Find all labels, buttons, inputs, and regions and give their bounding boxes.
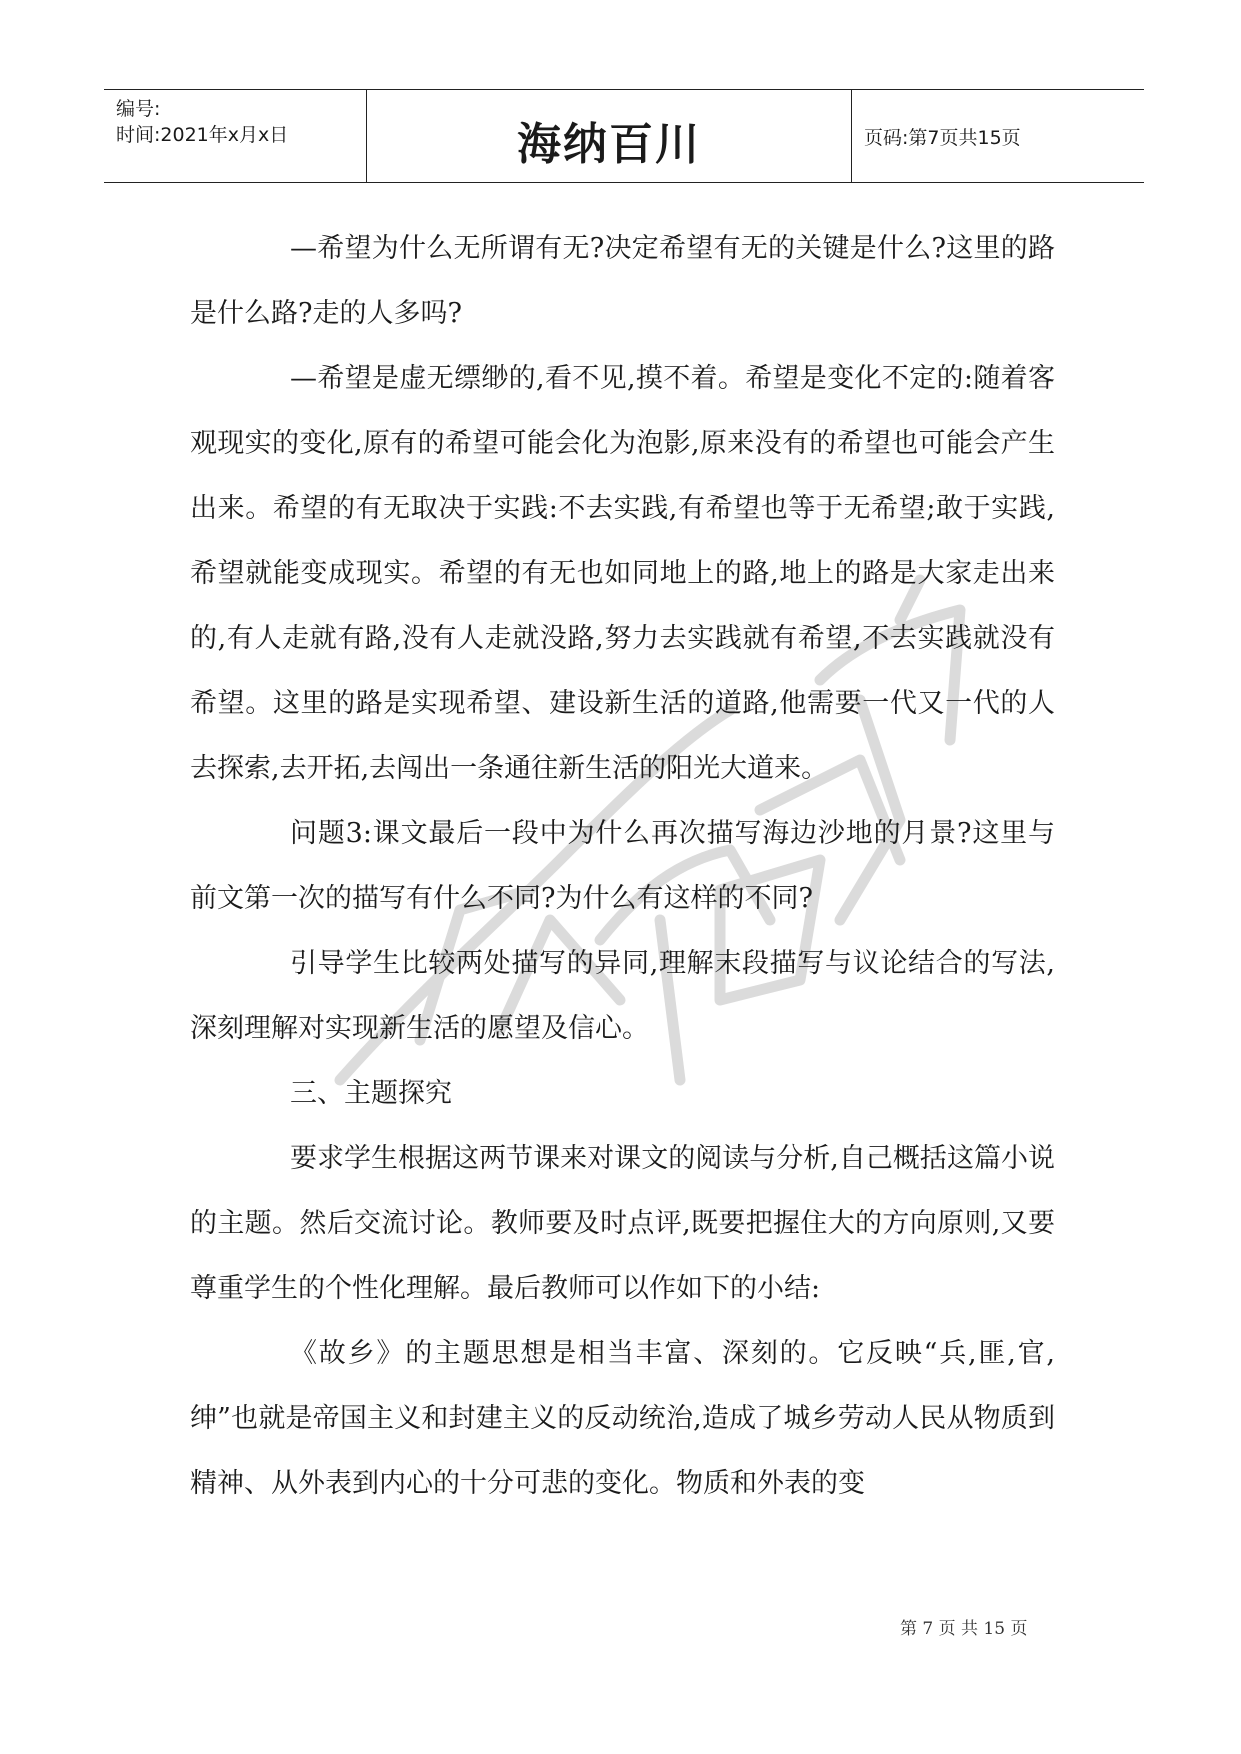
header-left-cell bbox=[104, 90, 366, 182]
header-middle-cell bbox=[366, 90, 852, 182]
paragraph-2: —希望是虚无缥缈的,看不见,摸不着。希望是变化不定的:随着客观现实的变化,原有的希望可能会化为泡影,原来没有的希望也可能会产生出来。希望的有无取决于实践:不去实践,有希望也等于无希望;敢于实践,希望就能变成现实。希望的有无也如同地上的路,地上的路是大家走出来的,有人走就有路,没有人走就没路,努力去实践就有希望,不去实践就没有希望。这里的路是实现希望、建设新生活的道路,他需要一代又一代的人去探索,去开拓,去闯出一条通往新生活的阳光大道来。 bbox=[190, 363, 1055, 784]
section-heading: 三、主题探究 bbox=[290, 1078, 452, 1109]
paragraph-1: —希望为什么无所谓有无?决定希望有无的关键是什么?这里的路是什么路?走的人多吗? bbox=[190, 233, 1055, 329]
paragraph-6: 《故乡》的主题思想是相当丰富、深刻的。它反映“兵,匪,官,绅”也就是帝国主义和封建主义的反动统治,造成了城乡劳动人民从物质到精神、从外表到内心的十分可悲的变化。物质和外表的变 bbox=[190, 1338, 1055, 1499]
header-table bbox=[104, 89, 1144, 183]
number-label: 编号: bbox=[116, 98, 161, 120]
company-title: 海纳百川 bbox=[517, 119, 701, 170]
paragraph-4: 引导学生比较两处描写的异同,理解末段描写与议论结合的写法,深刻理解对实现新生活的愿望及信心。 bbox=[190, 948, 1055, 1044]
paragraph-3: 问题3:课文最后一段中为什么再次描写海边沙地的月景?这里与前文第一次的描写有什么不同?为什么有这样的不同? bbox=[190, 818, 1055, 914]
footer-page-number: 第 7 页 共 15 页 bbox=[900, 1619, 1028, 1639]
header-right-cell bbox=[850, 90, 1144, 182]
paragraph-5: 要求学生根据这两节课来对课文的阅读与分析,自己概括这篇小说的主题。然后交流讨论。教师要及时点评,既要把握住大的方向原则,又要尊重学生的个性化理解。最后教师可以作如下的小结: bbox=[190, 1143, 1055, 1304]
document-body bbox=[190, 216, 1055, 1516]
time-label: 时间:2021年x月x日 bbox=[116, 124, 289, 146]
page-info: 页码:第7页共15页 bbox=[864, 127, 1021, 149]
watermark-text: 严禁复制 bbox=[648, 860, 652, 861]
